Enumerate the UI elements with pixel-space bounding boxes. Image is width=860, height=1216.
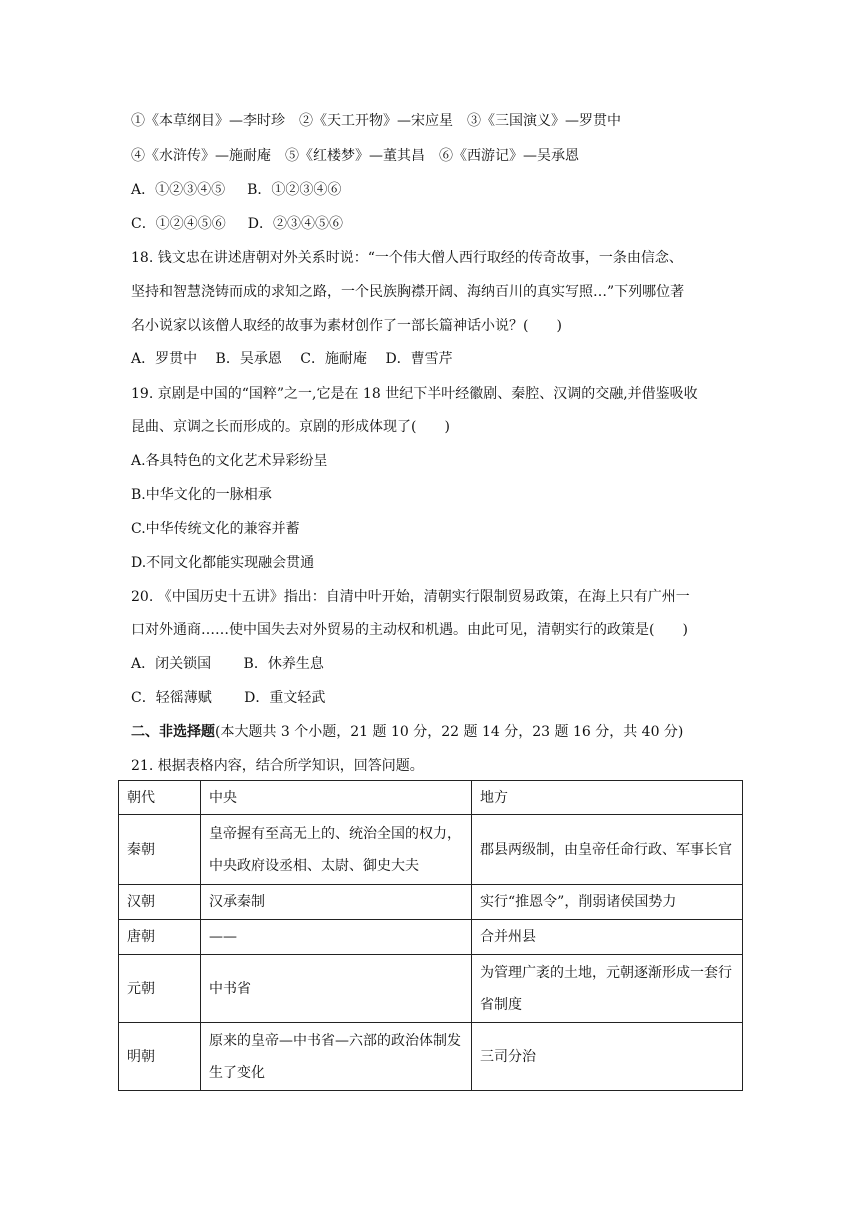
- table-row: [119, 955, 743, 1023]
- q17-options-cd: [131, 215, 343, 233]
- q20-line-2: 口对外通商……使中国失去对外贸易的主动权和机遇。由此可见，清朝实行的政策是( ): [131, 622, 688, 638]
- q18-line-2: 坚持和智慧浇铸而成的求知之路，一个民族胸襟开阔、海纳百川的真实写照…”下列哪位著: [131, 284, 685, 300]
- table-cell: [201, 1023, 472, 1091]
- table-cell-text: 郡县两级制，由皇帝任命行政、军事长官: [480, 841, 732, 858]
- q18-line-1: 18. 钱文忠在讲述唐朝对外关系时说：“一个伟大僧人西行取经的传奇故事，一条由信念、: [131, 250, 683, 266]
- q17-option-a: A．①②③④⑤: [131, 182, 226, 198]
- table-cell-text: 原来的皇帝—中书省—六部的政治体制发生了变化: [209, 1032, 461, 1081]
- table-header-cell: 地方: [472, 781, 743, 815]
- q17-option-d: D．②③④⑤⑥: [247, 216, 343, 232]
- q19-option-d: D.不同文化都能实现融会贯通: [131, 555, 315, 571]
- table-header-cell: 中央: [201, 781, 472, 815]
- table-row: [119, 885, 743, 920]
- table-header-cell: 朝代: [119, 781, 201, 815]
- q19-option-b: B.中华文化的一脉相承: [131, 487, 272, 503]
- section-2-title: 二、非选择题: [131, 724, 215, 740]
- q20-line-1: 20. 《中国历史十五讲》指出：自清中叶开始，清朝实行限制贸易政策，在海上只有广州一: [131, 589, 690, 605]
- q20-options-ab: A．闭关锁国 B．休养生息: [131, 656, 324, 672]
- table-cell-text: 皇帝握有至高无上的、统治全国的权力，中央政府设丞相、太尉、御史大夫: [209, 825, 461, 874]
- table-cell-text: 为管理广袤的土地，元朝逐渐形成一套行省制度: [480, 964, 732, 1013]
- q17-option-b: B．①②③④⑥: [247, 182, 342, 198]
- table-cell: ——: [201, 920, 472, 955]
- table-row: [119, 815, 743, 885]
- q17-options-ab: [131, 181, 341, 199]
- table-cell: 合并州县: [472, 920, 743, 955]
- q19-line-2: 昆曲、京调之长而形成的。京剧的形成体现了( ): [131, 419, 450, 435]
- table-cell: [201, 815, 472, 885]
- table-cell: 秦朝: [119, 815, 201, 885]
- q19-line-1: 19. 京剧是中国的“国粹”之一,它是在 18 世纪下半叶经徽剧、秦腔、汉调的交融,并借鉴吸收: [131, 386, 698, 402]
- q18-options: A．罗贯中 B．吴承恩 C．施耐庵 D．曹雪芹: [131, 351, 453, 367]
- table-cell: [472, 815, 743, 885]
- table-cell: 中书省: [201, 955, 472, 1023]
- table-cell: 汉承秦制: [201, 885, 472, 920]
- table-row: [119, 920, 743, 955]
- table-cell: [472, 955, 743, 1023]
- q17-option-c: C．①②④⑤⑥: [131, 216, 226, 232]
- table-cell: 元朝: [119, 955, 201, 1023]
- q19-option-c: C.中华传统文化的兼容并蓄: [131, 521, 300, 537]
- table-cell: 明朝: [119, 1023, 201, 1091]
- q17-items-line-2: ④《水浒传》—施耐庵 ⑤《红楼梦》—董其昌 ⑥《西游记》—吴承恩: [131, 148, 579, 164]
- q17-items-line-1: ①《本草纲目》—李时珍 ②《天工开物》—宋应星 ③《三国演义》—罗贯中: [131, 113, 621, 129]
- section-2-detail: (本大题共 3 个小题，21 题 10 分，22 题 14 分，23 题 16 分，共 40 分): [215, 724, 684, 740]
- table-cell: 三司分治: [472, 1023, 743, 1091]
- table-cell: 实行“推恩令”，削弱诸侯国势力: [472, 885, 743, 920]
- table-row: [119, 1023, 743, 1091]
- q18-line-3: 名小说家以该僧人取经的故事为素材创作了一部长篇神话小说？( ): [131, 318, 562, 334]
- table-cell: 唐朝: [119, 920, 201, 955]
- q21-prompt: 21. 根据表格内容，结合所学知识，回答问题。: [131, 758, 424, 774]
- table-header-row: [119, 781, 743, 815]
- q20-options-cd: C．轻徭薄赋 D．重文轻武: [131, 690, 326, 706]
- table-cell: 汉朝: [119, 885, 201, 920]
- section-2-heading: [131, 723, 683, 741]
- q19-option-a: A.各具特色的文化艺术异彩纷呈: [131, 453, 328, 469]
- dynasty-table: [118, 780, 743, 1091]
